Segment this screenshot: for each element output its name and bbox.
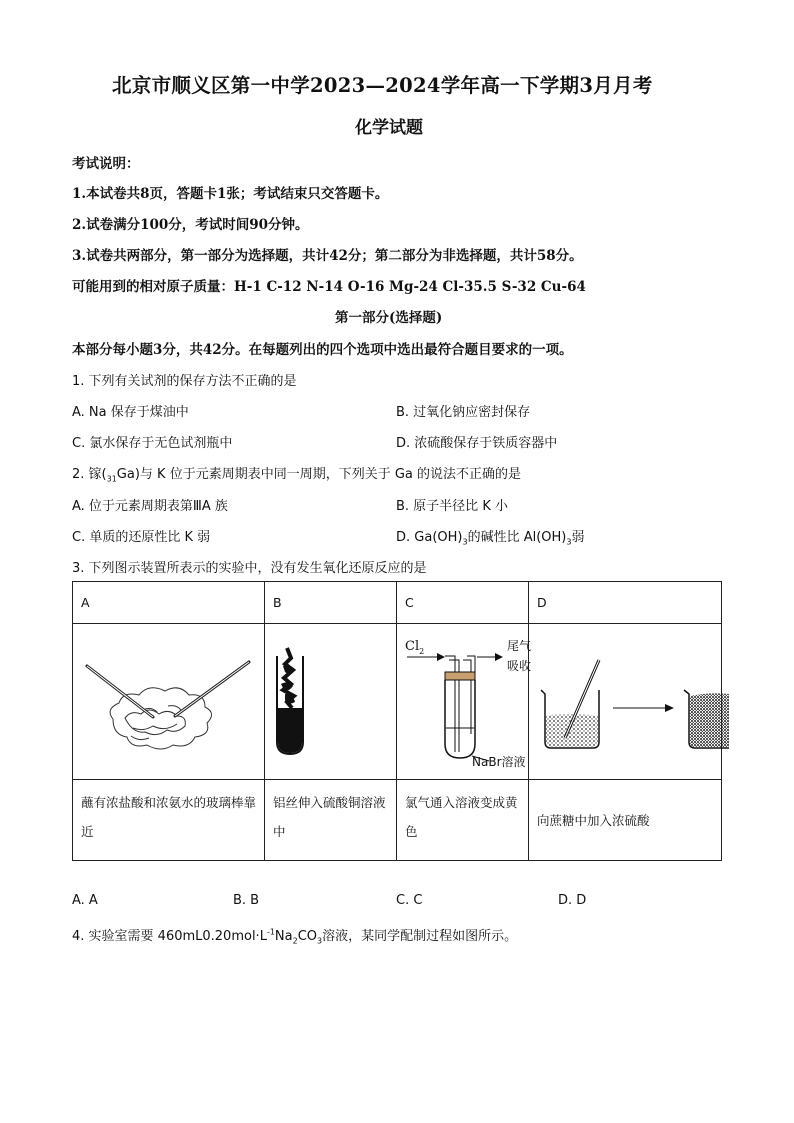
instruction-line-3: 3.试卷共两部分，第一部分为选择题，共计42分；第二部分为非选择题，共计58分。 — [72, 248, 583, 264]
sugar-sulfuric-acid-illustration — [529, 624, 720, 779]
q2-option-b: B. 原子半径比 K 小 — [396, 499, 508, 514]
q1-option-d: D. 浓硫酸保存于铁质容器中 — [396, 436, 558, 451]
instruction-line-1: 1.本试卷共8页，答题卡1张；考试结束只交答题卡。 — [72, 186, 389, 202]
q3-image-a — [73, 624, 265, 780]
q3-image-c — [397, 624, 532, 780]
q3-header-a: A — [73, 582, 265, 624]
q3-caption-c: 氯气通入溶液变成黄色 — [405, 795, 518, 839]
q3-answer-d: D. D — [558, 893, 587, 908]
q2-option-a: A. 位于元素周期表第ⅢA 族 — [72, 499, 228, 514]
page-subtitle: 化学试题 — [355, 118, 423, 138]
q1-option-c: C. 氯水保存于无色试剂瓶中 — [72, 436, 233, 451]
tail-gas-label: 尾气 — [507, 639, 532, 653]
q1-option-a: A. Na 保存于煤油中 — [72, 405, 189, 420]
q2-option-c: C. 单质的还原性比 K 弱 — [72, 530, 211, 545]
q2-stem: 2. 镓$(_{31}Ga)$与 K 位于元素周期表中同一周期，下列关于 Ga 的说法不正确的是 — [72, 467, 522, 484]
absorb-label: 吸收 — [507, 659, 532, 673]
q3-answer-b: B. B — [233, 893, 260, 908]
part1-intro: 本部分每小题3分，共42分。在每题列出的四个选项中选出最符合题目要求的一项。 — [72, 342, 573, 358]
q3-caption-d: 向蔗糖中加入浓硫酸 — [537, 812, 650, 828]
chlorine-nabr-apparatus-illustration — [397, 624, 532, 779]
q3-header-b: B — [265, 582, 397, 624]
nabr-solution-label: NaBr溶液 — [472, 755, 526, 769]
glass-rods-smoke-illustration — [73, 624, 263, 779]
q2-option-d: D. $Ga(OH)_3$的碱性比 $Al(OH)_3$弱 — [396, 530, 585, 547]
q3-experiment-table — [72, 581, 722, 861]
q3-header-c: C — [397, 582, 529, 624]
q1-option-b: B. 过氧化钠应密封保存 — [396, 405, 531, 420]
q3-caption-a: 蘸有浓盐酸和浓氨水的玻璃棒靠近 — [81, 795, 257, 839]
q4-stem: 4. 实验室需要 $460mL0.20mol\cdot L^{-1}Na_2CO_3$溶液，某同学配制过程如图所示。 — [72, 927, 518, 946]
q3-answer-a: A. A — [72, 893, 98, 908]
cl2-label: $Cl_2$ — [405, 639, 425, 656]
q3-image-b — [265, 624, 397, 780]
atomic-masses: 可能用到的相对原子质量：H-1 C-12 N-14 O-16 Mg-24 Cl-35.5 S-32 Cu-64 — [72, 279, 586, 295]
test-tube-aluminum-wire-illustration — [265, 624, 395, 779]
q3-header-d: D — [529, 582, 722, 624]
q3-stem: 3. 下列图示装置所表示的实验中，没有发生氧化还原反应的是 — [72, 561, 427, 576]
page-title: 北京市顺义区第一中学2023—2024学年高一下学期3月月考 — [112, 74, 653, 97]
instructions-heading: 考试说明： — [72, 156, 140, 172]
q1-stem: 1. 下列有关试剂的保存方法不正确的是 — [72, 374, 297, 389]
part1-title: 第一部分(选择题) — [335, 310, 443, 326]
q3-answer-c: C. C — [396, 893, 423, 908]
q3-image-d — [529, 624, 722, 780]
q3-caption-b: 铝丝伸入硫酸铜溶液中 — [273, 795, 386, 839]
instruction-line-2: 2.试卷满分100分，考试时间90分钟。 — [72, 217, 309, 233]
